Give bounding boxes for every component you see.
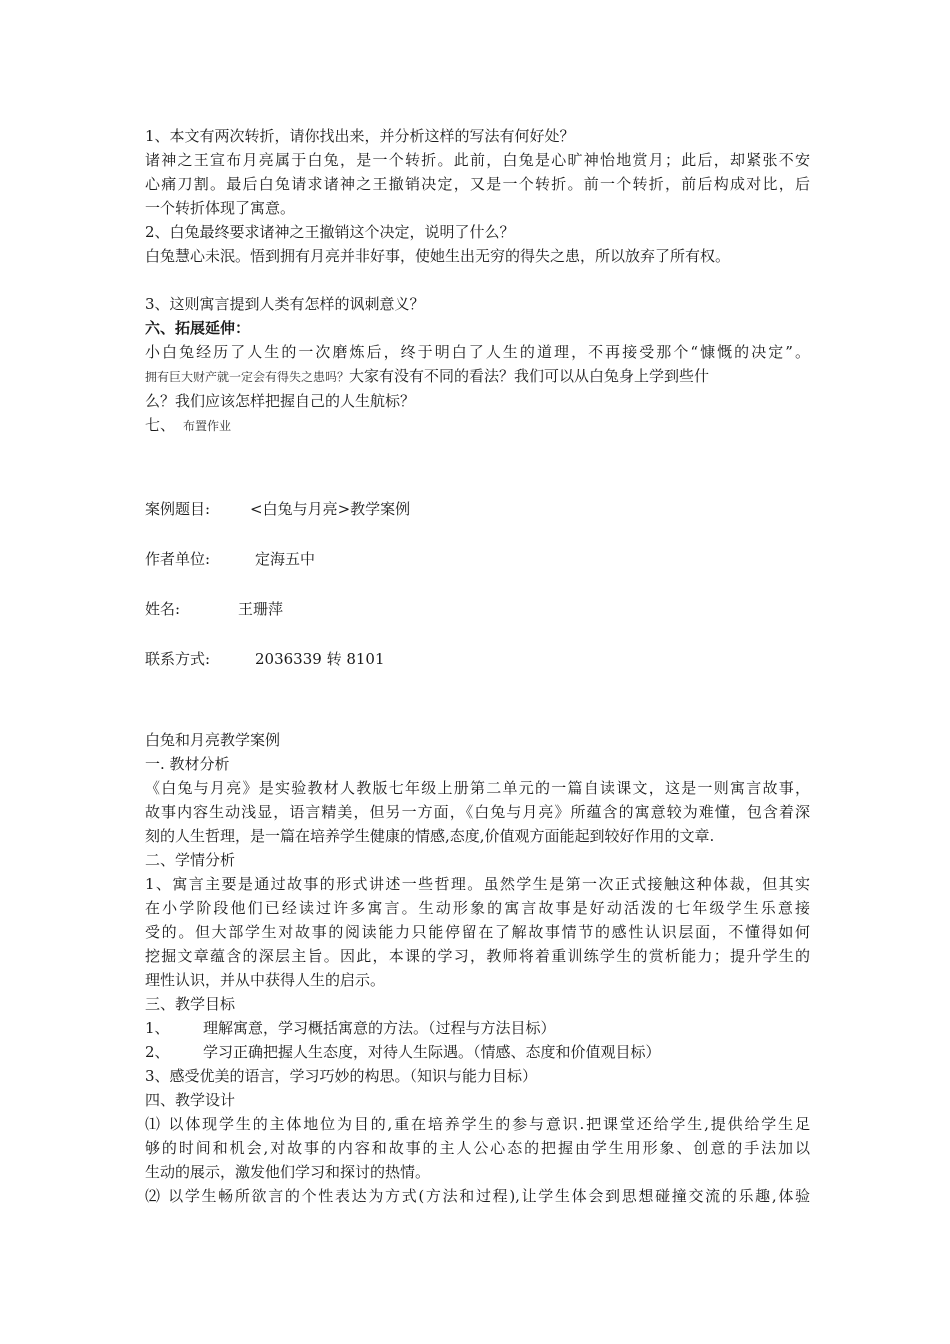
extension-text: 大家有没有不同的看法？我们可以从白兔身上学到些什: [349, 367, 710, 385]
answer-1-line: 心痛刀割。最后白兔请求诸神之王撤销决定，又是一个转折。前一个转折，前后构成对比，后: [145, 175, 810, 193]
goal-text: 学习正确把握人生态度，对待人生际遇。（情感、态度和价值观目标）: [203, 1043, 661, 1061]
topic-value: <白兔与月亮>教学案例: [250, 500, 411, 518]
unit-value: 定海五中: [255, 550, 316, 568]
extension-small-text: 拥有巨大财产就一定会有得失之患吗？: [145, 370, 350, 384]
section-paragraph-line: 故事内容生动浅显，语言精美，但另一方面，《白兔与月亮》所蕴含的寓意较为难懂，包含着深: [145, 803, 810, 821]
section-paragraph-line: 刻的人生哲理，是一篇在培养学生健康的情感,态度,价值观方面能起到较好作用的文章.: [145, 827, 715, 845]
section-paragraph-line: 受的。但大部学生对故事的阅读能力只能停留在了解故事情节的感性认识层面，不懂得如何: [145, 923, 810, 941]
answer-1-line: 一个转折体现了寓意。: [145, 199, 296, 217]
goal-number: 1、: [145, 1019, 170, 1037]
section-heading: 三、教学目标: [145, 995, 236, 1013]
meta-topic: [145, 497, 810, 521]
section-heading: 二、学情分析: [145, 851, 236, 869]
section-paragraph-line: ⑴ 以体现学生的主体地位为目的,重在培养学生的参与意识.把课堂还给学生,提供给学生足: [145, 1115, 810, 1133]
section-paragraph-line: 挖掘文章蕴含的深层主旨。因此，本课的学习，教师将着重训练学生的赏析能力；提升学生的: [145, 947, 810, 965]
section-paragraph-line: 1、寓言主要是通过故事的形式讲述一些哲理。虽然学生是第一次正式接触这种体裁，但其实: [145, 875, 810, 893]
document-page: [145, 124, 810, 1208]
contact-label: 联系方式:: [145, 650, 211, 668]
section-paragraph-line: ⑵ 以学生畅所欲言的个性表达为方式(方法和过程),让学生体会到思想碰撞交流的乐趣,体验: [145, 1187, 810, 1205]
name-value: 王珊萍: [238, 600, 284, 618]
answer-2: 白兔慧心未泯。悟到拥有月亮并非好事，使她生出无穷的得失之患，所以放弃了所有权。: [145, 247, 731, 265]
goal-item: 3、感受优美的语言，学习巧妙的构思。（知识与能力目标）: [145, 1067, 538, 1085]
section-paragraph-line: 理性认识，并从中获得人生的启示。: [145, 971, 386, 989]
section-paragraph-line: 在小学阶段他们已经读过许多寓言。生动形象的寓言故事是好动活泼的七年级学生乐意接: [145, 899, 810, 917]
meta-name: [145, 597, 810, 621]
homework-number: 七、: [145, 416, 176, 434]
unit-label: 作者单位:: [145, 550, 211, 568]
extension-paragraph-line: 么？我们应该怎样把握自己的人生航标？: [145, 392, 416, 410]
goal-text: 理解寓意，学习概括寓意的方法。（过程与方法目标）: [203, 1019, 556, 1037]
question-3: 3、这则寓言提到人类有怎样的讽刺意义？: [145, 295, 425, 313]
meta-contact: [145, 647, 810, 671]
goal-item: [145, 1016, 810, 1040]
contact-value: 2036339 转 8101: [255, 650, 385, 668]
extension-paragraph-line: [145, 364, 810, 389]
meta-unit: [145, 547, 810, 571]
topic-label: 案例题目:: [145, 500, 211, 518]
goal-item: [145, 1040, 810, 1064]
homework-text: 布置作业: [183, 419, 232, 433]
section-paragraph-line: 《白兔与月亮》是实验教材人教版七年级上册第二单元的一篇自读课文，这是一则寓言故事，: [145, 779, 810, 797]
heading-homework: [145, 413, 810, 438]
question-1: 1、本文有两次转折，请你找出来，并分析这样的写法有何好处？: [145, 127, 575, 145]
heading-extension: 六、拓展延伸：: [145, 319, 251, 337]
section-paragraph-line: 生动的展示，激发他们学习和探讨的热情。: [145, 1163, 431, 1181]
section-heading: 四、教学设计: [145, 1091, 236, 1109]
question-2: 2、白兔最终要求诸神之王撤销这个决定，说明了什么？: [145, 223, 515, 241]
name-label: 姓名:: [145, 600, 181, 618]
answer-1-line: 诸神之王宣布月亮属于白兔，是一个转折。此前，白兔是心旷神怡地赏月；此后，却紧张不安: [145, 151, 810, 169]
extension-paragraph-line: 小白兔经历了人生的一次磨炼后，终于明白了人生的道理，不再接受那个“慷慨的决定”。: [145, 343, 810, 361]
case-title: 白兔和月亮教学案例: [145, 731, 281, 749]
section-paragraph-line: 够的时间和机会,对故事的内容和故事的主人公心态的把握由学生用形象、创意的手法加以: [145, 1139, 810, 1157]
goal-number: 2、: [145, 1043, 170, 1061]
section-heading: 一. 教材分析: [145, 755, 230, 773]
